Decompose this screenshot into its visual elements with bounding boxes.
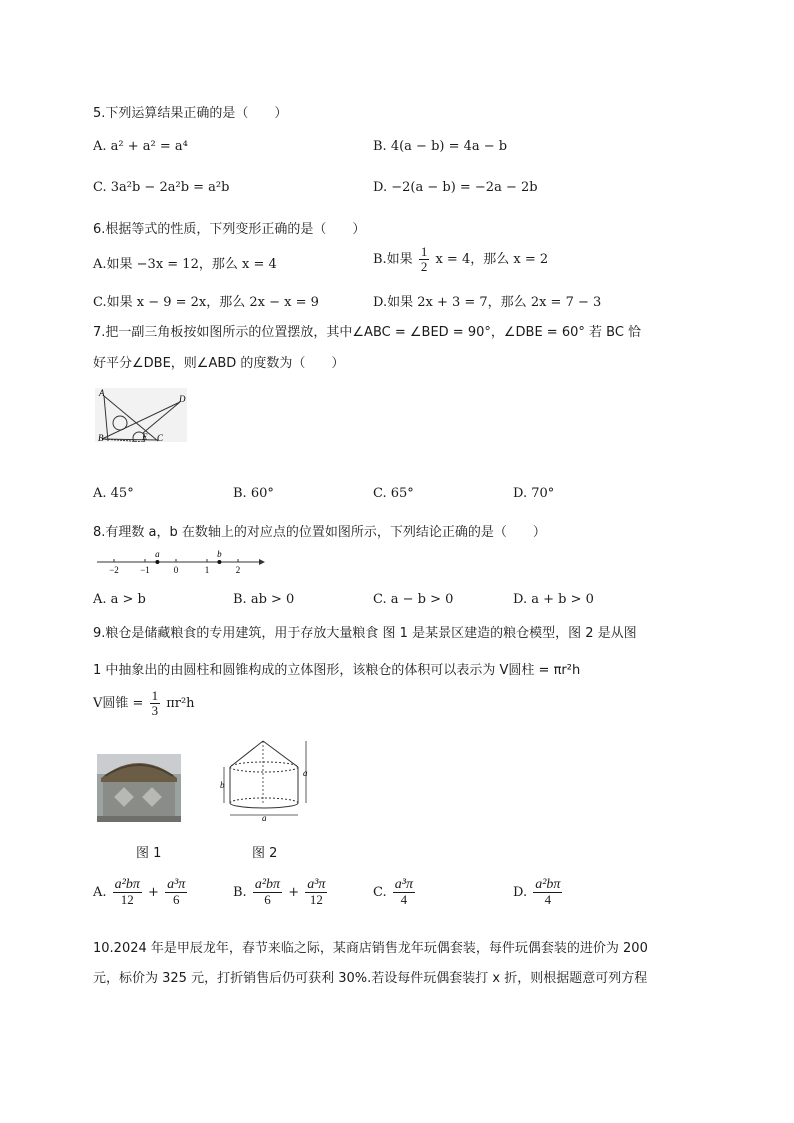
q8-stem: 8.有理数 a，b 在数轴上的对应点的位置如图所示，下列结论正确的是（ ） [93,525,546,540]
q7-option-b: B. 60° [233,486,274,501]
q7-option-a: A. 45° [93,486,134,501]
formula-lhs: V圆锥 = [93,696,144,711]
option-letter: D. [513,885,528,900]
fraction-numerator: 1 [151,688,159,703]
fraction-denominator: 4 [400,892,408,907]
q9-cylinder-cone-diagram [220,739,320,825]
q5-option-a: A. a² + a² = a⁴ [93,139,188,154]
number-line-tick-label: −2 [109,565,119,575]
q9-line2: 1 中抽象出的由圆柱和圆锥构成的立体图形，该粮仓的体积可以表示为 V圆柱 = πr²h [93,663,581,678]
formula-fraction [150,689,161,718]
option-fraction-1 [533,878,562,907]
dimension-label-b: b [220,780,225,790]
dimension-label-a-height: a [303,768,308,778]
q8-option-b: B. ab > 0 [233,592,295,607]
q6-option-d: D.如果 2x + 3 = 7，那么 2x = 7 − 3 [373,295,602,310]
fraction-denominator: 3 [151,703,159,718]
number-line-tick-label: 1 [204,565,210,575]
q8-option-d: D. a + b > 0 [513,592,594,607]
fraction-denominator: 12 [309,892,323,907]
q9-option-a [93,878,189,907]
option-letter: B. [233,885,247,900]
fraction-denominator: 4 [544,892,552,907]
q9-formula [93,689,195,718]
q7-line1: 7.把一副三角板按如图所示的位置摆放，其中∠ABC = ∠BED = 90°，∠DBE = 60° 若 BC 恰 [93,325,642,340]
option-letter: C. [373,885,387,900]
q6-option-b-prefix: B.如果 [373,252,413,267]
fraction-numerator: a³π [394,877,413,892]
figure-2-caption: 图 2 [252,846,278,861]
q6-option-b [373,245,548,274]
point-label-e: E [142,432,148,442]
dimension-label-a-width: a [262,813,267,823]
fraction-numerator: 1 [420,244,428,259]
q8-option-a: A. a > b [93,592,146,607]
fraction-denominator: 6 [264,892,271,907]
fraction-denominator: 6 [172,892,180,907]
number-line-point-label: a [155,549,160,559]
q6-option-a: A.如果 −3x = 12，那么 x = 4 [93,257,277,272]
q6-stem: 6.根据等式的性质，下列变形正确的是（ ） [93,222,366,237]
q9-option-b [233,878,329,907]
number-line-point-label: b [217,549,222,559]
fraction-denominator: 2 [420,259,428,274]
q5-stem: 5.下列运算结果正确的是（ ） [93,106,288,121]
figure-1-caption: 图 1 [136,846,162,861]
number-line-tick-label: −1 [140,565,150,575]
q5-option-c: C. 3a²b − 2a²b = a²b [93,180,230,195]
q10-line1: 10.2024 年是甲辰龙年，春节来临之际，某商店销售龙年玩偶套装，每件玩偶套装的进价为 200 [93,941,648,956]
formula-rhs: πr²h [166,696,195,711]
q5-option-d: D. −2(a − b) = −2a − 2b [373,180,538,195]
figure-background [95,388,187,442]
option-fraction-1 [393,878,415,907]
number-line-tick-label: 0 [173,565,179,575]
q6-option-b-fraction [419,245,430,274]
fraction-numerator: a²bπ [114,877,140,892]
point-label-c: C [157,433,164,442]
option-letter: A. [93,885,107,900]
q5-option-b: B. 4(a − b) = 4a − b [373,139,508,154]
option-fraction-1 [113,878,142,907]
q8-option-c: C. a − b > 0 [373,592,454,607]
fraction-numerator: a²bπ [535,877,561,892]
number-line-arrow [259,559,265,565]
q6-option-b-suffix: x = 4，那么 x = 2 [435,252,549,267]
point-label-d: D [179,394,186,404]
q9-option-c [373,878,417,907]
q9-line1: 9.粮仓是储藏粮食的专用建筑，用于存放大量粮食 图 1 是某景区建造的粮仓模型，图 2 是从图 [93,626,637,641]
option-fraction-2 [305,878,327,907]
number-line-point-a [155,560,159,564]
q7-triangle-figure [95,388,187,442]
number-line-tick-label: 2 [235,565,241,575]
q8-number-line [95,547,265,575]
number-line-point-b [217,560,221,564]
q9-option-d [513,878,564,907]
fraction-numerator: a³π [307,877,326,892]
fraction-numerator: a²bπ [254,877,281,892]
q6-option-c: C.如果 x − 9 = 2x，那么 2x − x = 9 [93,295,319,310]
fraction-denominator: 12 [120,892,134,907]
point-label-b: B [98,433,104,442]
q7-option-d: D. 70° [513,486,555,501]
q7-line2: 好平分∠DBE，则∠ABD 的度数为（ ） [93,356,345,371]
q9-granary-photo [97,754,181,822]
option-fraction-1 [253,878,282,907]
option-operator: + [288,885,300,900]
option-fraction-2 [165,878,187,907]
q10-line2: 元，标价为 325 元，打折销售后仍可获利 30%.若设每件玩偶套装打 x 折，则根据题意可列方程 [93,971,648,986]
option-operator: + [148,885,159,900]
fraction-numerator: a³π [167,877,186,892]
point-label-a: A [99,388,105,398]
q7-option-c: C. 65° [373,486,414,501]
